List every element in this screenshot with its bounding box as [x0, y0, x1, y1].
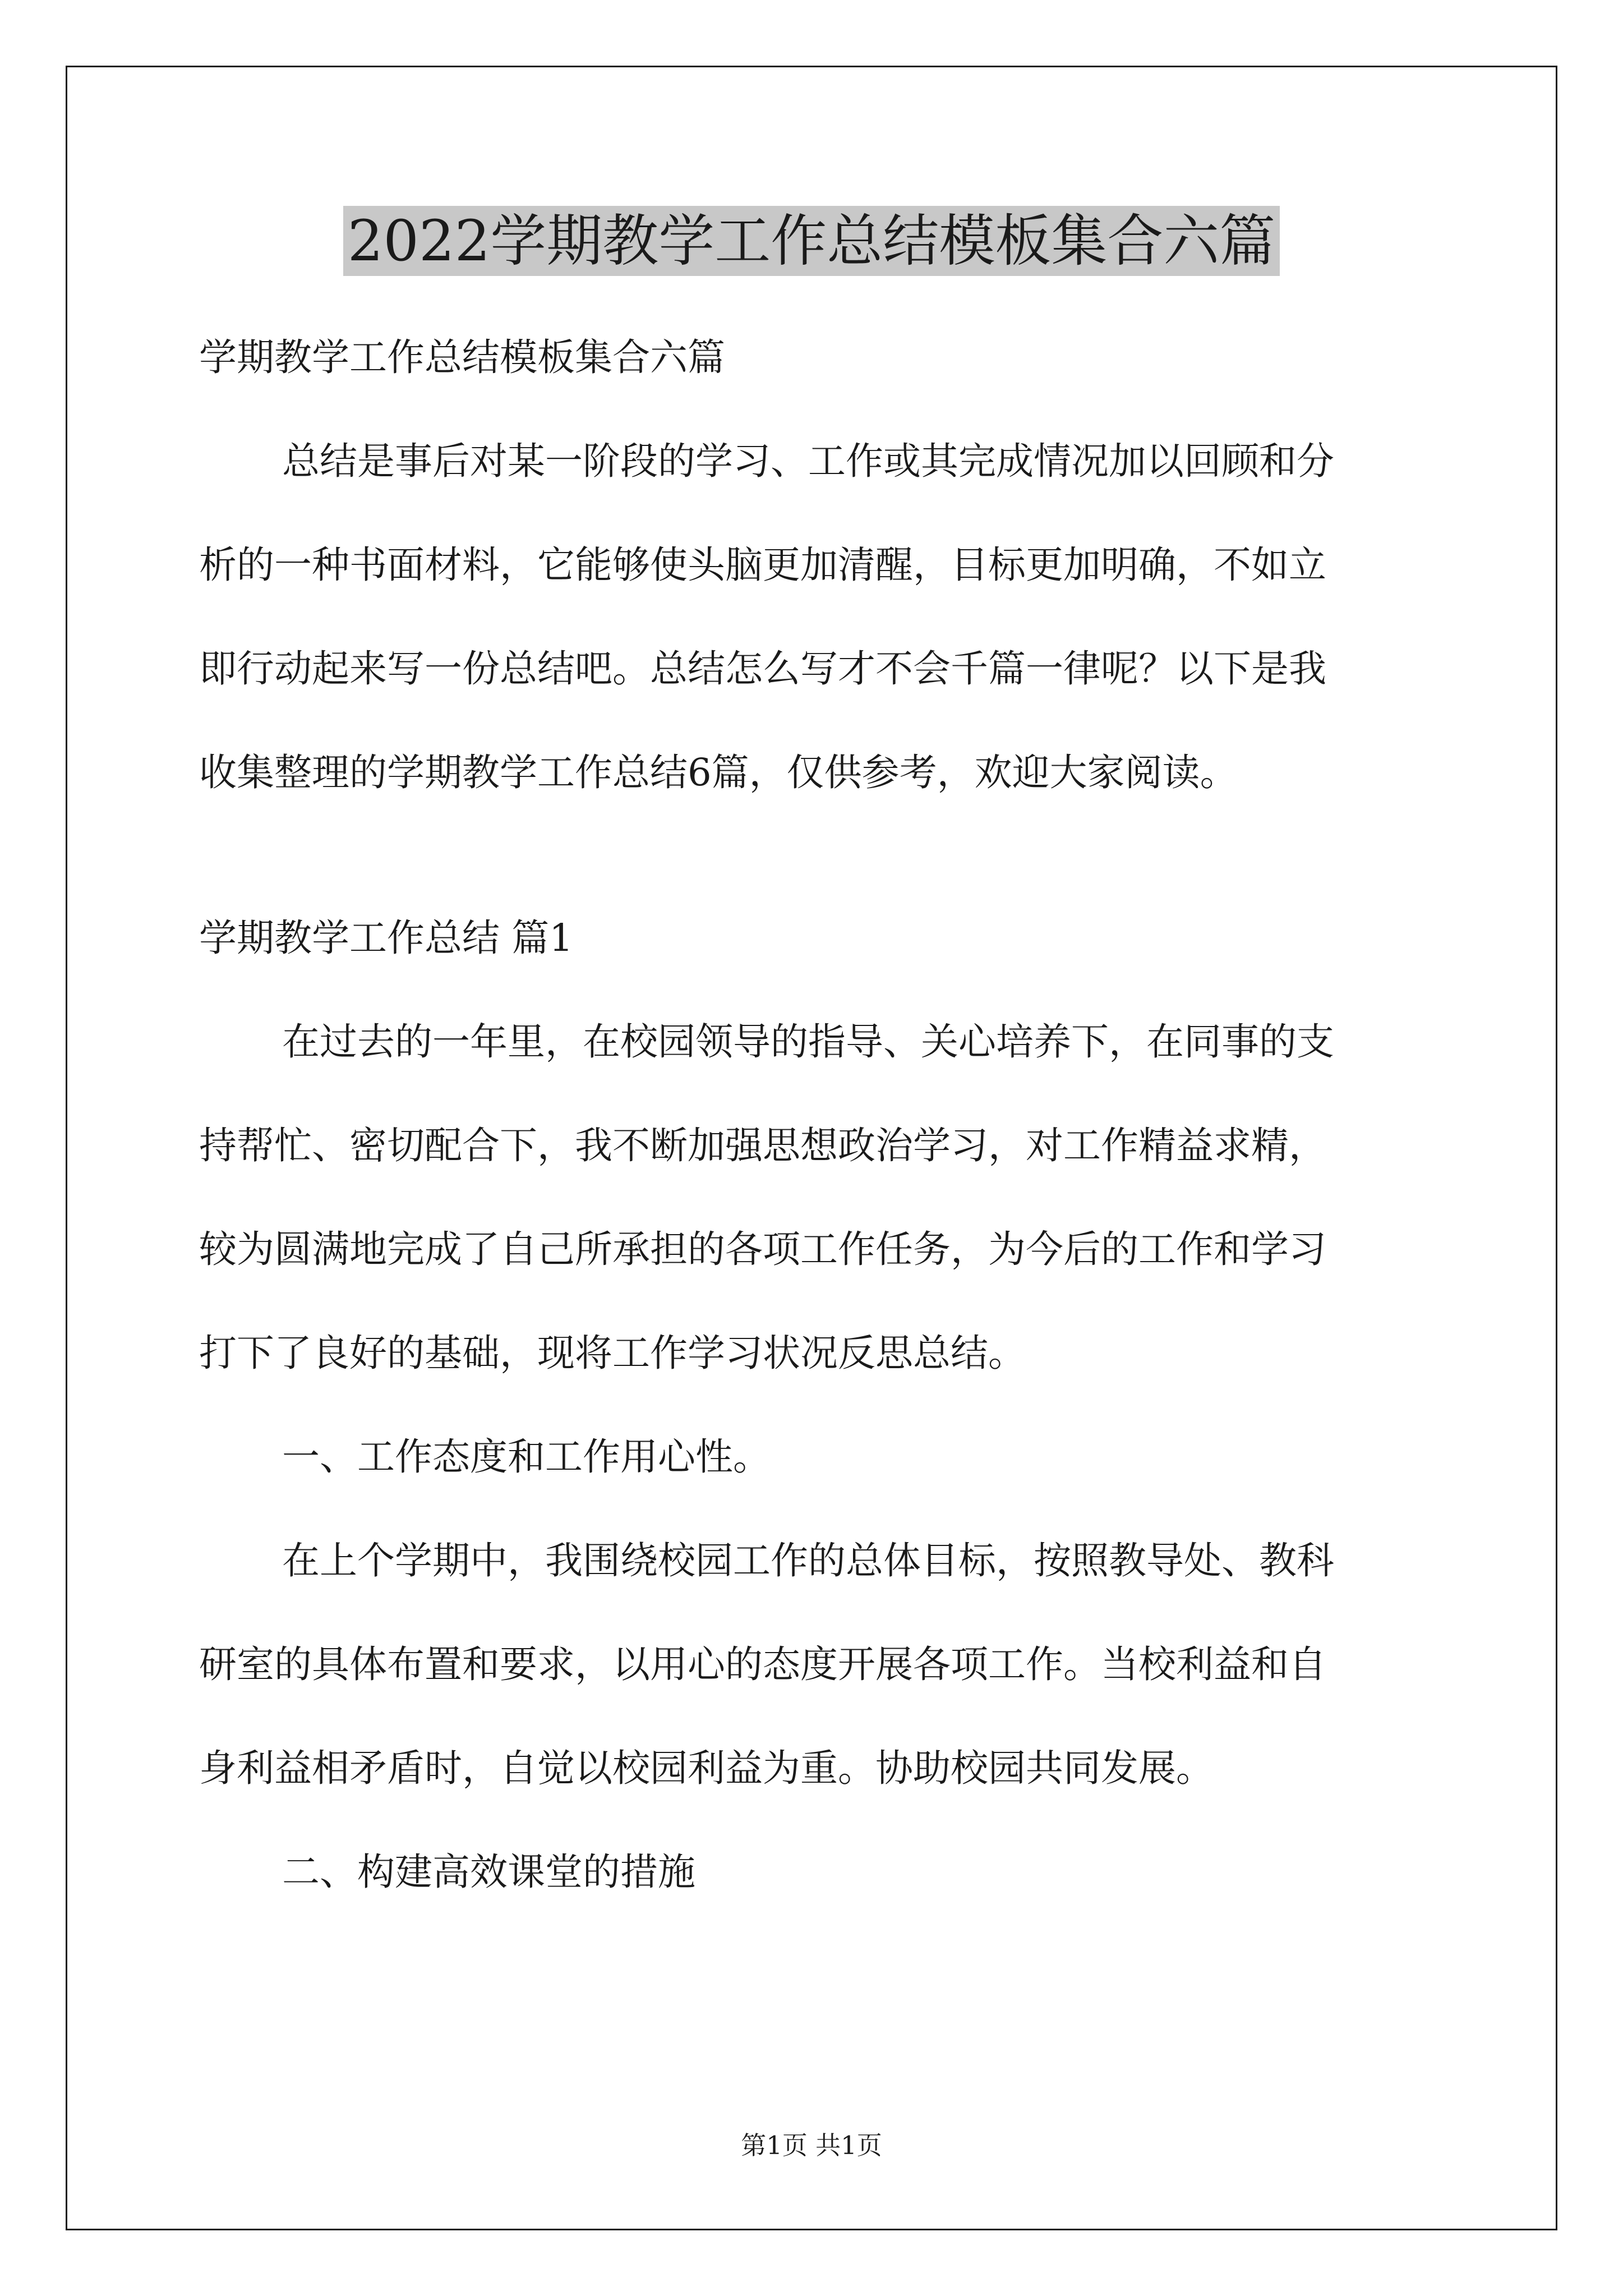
section-line: 较为圆满地完成了自己所承担的各项工作任务，为今后的工作和学习: [199, 1227, 1326, 1271]
section-line: 持帮忙、密切配合下，我不断加强思想政治学习，对工作精益求精，: [199, 1124, 1326, 1167]
section-heading: 学期教学工作总结 篇1: [199, 916, 573, 960]
section-line: 在上个学期中，我围绕校园工作的总体目标，按照教导处、教科: [282, 1539, 1334, 1582]
document-title-text: 2022学期教学工作总结模板集合六篇: [343, 206, 1280, 276]
section-gap: [199, 825, 1433, 886]
intro-line: 收集整理的学期教学工作总结6篇，仅供参考，欢迎大家阅读。: [199, 751, 1238, 794]
document-subtitle: 学期教学工作总结模板集合六篇: [199, 335, 725, 379]
intro-line: 即行动起来写一份总结吧。总结怎么写才不会千篇一律呢？以下是我: [199, 647, 1326, 691]
section-line: 身利益相矛盾时，自觉以校园利益为重。协助校园共同发展。: [199, 1746, 1214, 1790]
subsection-heading: 二、构建高效课堂的措施: [282, 1850, 695, 1894]
section-line: 打下了良好的基础，现将工作学习状况反思总结。: [199, 1331, 1026, 1375]
section-line: 研室的具体布置和要求，以用心的态度开展各项工作。当校利益和自: [199, 1642, 1326, 1686]
subsection-heading: 一、工作态度和工作用心性。: [282, 1435, 771, 1479]
intro-line: 析的一种书面材料，它能够使头脑更加清醒，目标更加明确，不如立: [199, 543, 1326, 587]
document-title: [0, 205, 1623, 278]
section-line: 在过去的一年里，在校园领导的指导、关心培养下，在同事的支: [282, 1020, 1334, 1064]
intro-line: 总结是事后对某一阶段的学习、工作或其完成情况加以回顾和分: [282, 439, 1334, 483]
document-body: [199, 306, 1433, 1924]
page-footer: 第1页 共1页: [741, 2131, 882, 2160]
